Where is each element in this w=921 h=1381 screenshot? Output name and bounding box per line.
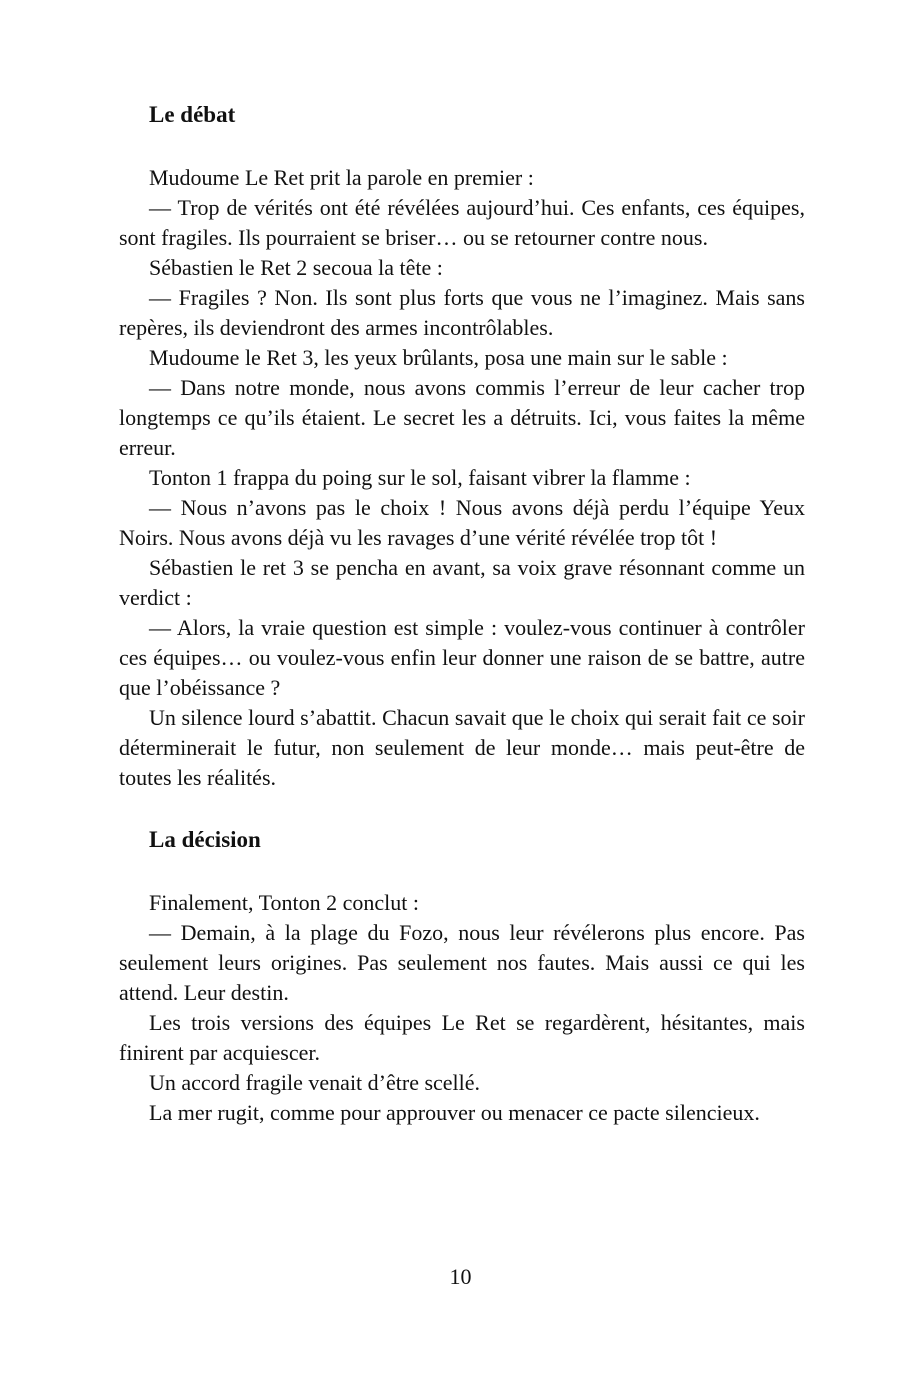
section-decision <box>119 825 805 1128</box>
paragraph: — Trop de vérités ont été révélées aujourd’hui. Ces enfants, ces équipes, sont fragiles. Ils pourraient se briser… ou se retourner contre nous. <box>119 195 805 250</box>
section-heading: La décision <box>149 827 261 852</box>
paragraph: Un silence lourd s’abattit. Chacun savait que le choix qui serait fait ce soir déterminerait le futur, non seulement de leur monde… mais peut-être de toutes les réalités. <box>119 705 805 790</box>
page-content <box>119 100 805 1128</box>
paragraph: — Alors, la vraie question est simple : voulez-vous continuer à contrôler ces équipes… ou voulez-vous enfin leur donner une raison de se battre, autre que l’obéissance ? <box>119 615 805 700</box>
section-body <box>119 888 805 1128</box>
section-debate <box>119 100 805 793</box>
paragraph: — Fragiles ? Non. Ils sont plus forts que vous ne l’imaginez. Mais sans repères, ils deviendront des armes incontrôlables. <box>119 285 805 340</box>
paragraph: Les trois versions des équipes Le Ret se regardèrent, hésitantes, mais finirent par acquiescer. <box>119 1010 805 1065</box>
paragraph: La mer rugit, comme pour approuver ou menacer ce pacte silencieux. <box>149 1100 760 1125</box>
paragraph: — Demain, à la plage du Fozo, nous leur révélerons plus encore. Pas seulement leurs origines. Pas seulement nos fautes. Mais aussi ce qui les attend. Leur destin. <box>119 920 805 1005</box>
paragraph: — Nous n’avons pas le choix ! Nous avons déjà perdu l’équipe Yeux Noirs. Nous avons déjà vu les ravages d’une vérité révélée trop tôt ! <box>119 495 805 550</box>
paragraph: Un accord fragile venait d’être scellé. <box>149 1070 481 1095</box>
page-number: 10 <box>449 1264 472 1289</box>
paragraph: Finalement, Tonton 2 conclut : <box>149 890 419 915</box>
section-body <box>119 163 805 793</box>
paragraph: Sébastien le Ret 2 secoua la tête : <box>149 255 443 280</box>
paragraph: Tonton 1 frappa du poing sur le sol, faisant vibrer la flamme : <box>149 465 691 490</box>
paragraph: — Dans notre monde, nous avons commis l’erreur de leur cacher trop longtemps ce qu’ils étaient. Le secret les a détruits. Ici, vous faites la même erreur. <box>119 375 805 460</box>
section-heading: Le débat <box>149 102 236 127</box>
paragraph: Mudoume le Ret 3, les yeux brûlants, posa une main sur le sable : <box>149 345 728 370</box>
paragraph: Mudoume Le Ret prit la parole en premier : <box>149 165 534 190</box>
paragraph: Sébastien le ret 3 se pencha en avant, sa voix grave résonnant comme un verdict : <box>119 555 805 610</box>
